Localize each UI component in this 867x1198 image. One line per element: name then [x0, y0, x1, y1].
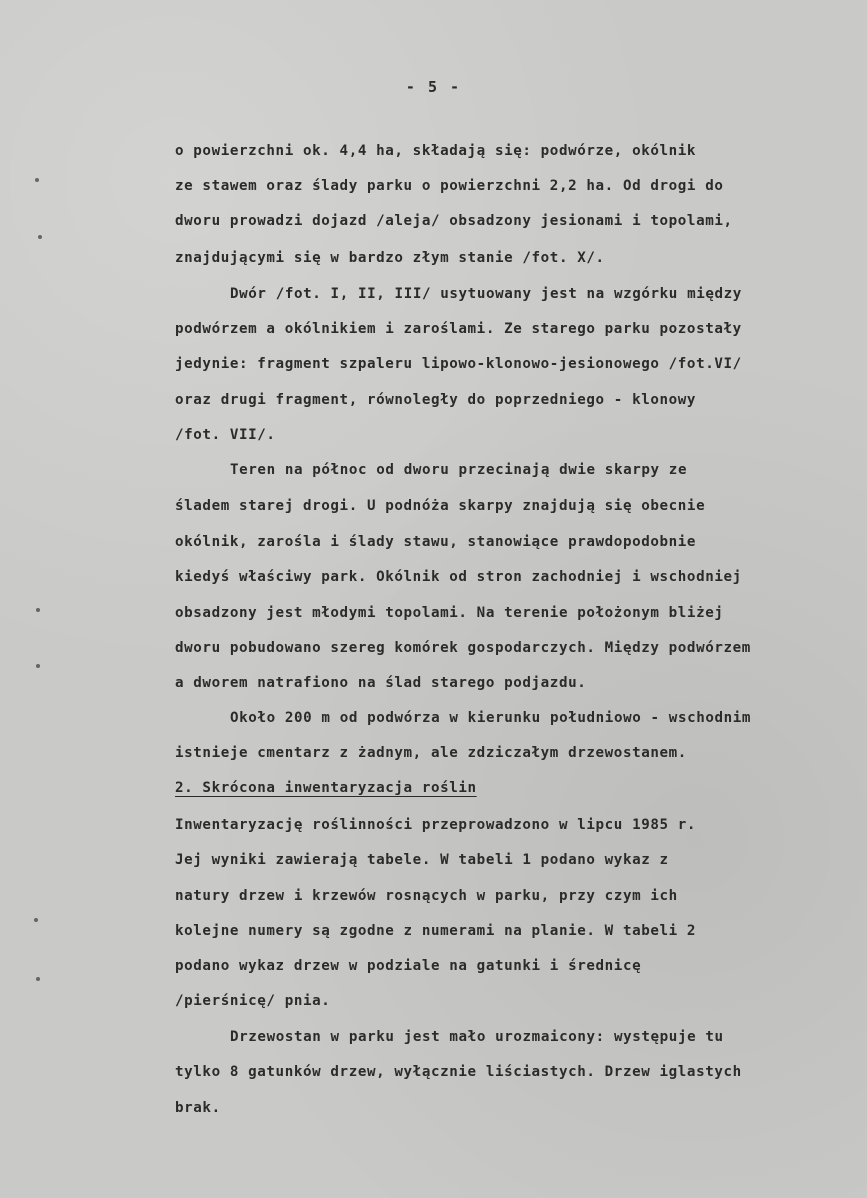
- text-line: Dwór /fot. I, II, III/ usytuowany jest na wzgórku między: [230, 286, 742, 302]
- text-line: kiedyś właściwy park. Okólnik od stron zachodniej i wschodniej: [175, 569, 742, 585]
- text-line: jedynie: fragment szpaleru lipowo-klonowo-jesionowego /fot.VI/: [175, 356, 742, 372]
- text-line: Inwentaryzację roślinności przeprowadzono w lipcu 1985 r.: [175, 817, 697, 833]
- text-line: Jej wyniki zawierają tabele. W tabeli 1 podano wykaz z: [175, 852, 669, 868]
- text-line: /pierśnicę/ pnia.: [175, 993, 331, 1009]
- text-line: a dworem natrafiono na ślad starego podjazdu.: [175, 675, 587, 691]
- text-line: istnieje cmentarz z żadnym, ale zdziczałym drzewostanem.: [175, 745, 687, 761]
- text-line: podwórzem a okólnikiem i zaroślami. Ze starego parku pozostały: [175, 321, 742, 337]
- scan-speck: [36, 664, 40, 668]
- text-line: podano wykaz drzew w podziale na gatunki i średnicę: [175, 958, 642, 974]
- page-number: - 5 -: [405, 78, 462, 96]
- text-line: oraz drugi fragment, równoległy do poprzedniego - klonowy: [175, 392, 697, 408]
- text-line: dworu prowadzi dojazd /aleja/ obsadzony jesionami i topolami,: [175, 213, 733, 229]
- text-line: ze stawem oraz ślady parku o powierzchni 2,2 ha. Od drogi do: [175, 178, 724, 194]
- text-line: brak.: [175, 1100, 221, 1116]
- text-line: okólnik, zarośla i ślady stawu, stanowiące prawdopodobnie: [175, 534, 697, 550]
- text-line: Drzewostan w parku jest mało urozmaicony: występuje tu: [230, 1029, 724, 1045]
- text-line: dworu pobudowano szereg komórek gospodarczych. Między podwórzem: [175, 640, 751, 656]
- text-line: obsadzony jest młodymi topolami. Na terenie położonym bliżej: [175, 605, 724, 621]
- scan-speck: [36, 608, 40, 612]
- scan-speck: [34, 918, 38, 922]
- section-heading: 2. Skrócona inwentaryzacja roślin: [175, 780, 477, 796]
- text-line: o powierzchni ok. 4,4 ha, składają się: podwórze, okólnik: [175, 143, 697, 159]
- text-line: śladem starej drogi. U podnóża skarpy znajdują się obecnie: [175, 498, 706, 514]
- scan-speck: [35, 178, 39, 182]
- text-line: Około 200 m od podwórza w kierunku południowo - wschodnim: [230, 710, 752, 726]
- text-line: kolejne numery są zgodne z numerami na planie. W tabeli 2: [175, 923, 697, 939]
- text-line: /fot. VII/.: [175, 427, 276, 443]
- scan-speck: [36, 977, 40, 981]
- text-line: tylko 8 gatunków drzew, wyłącznie liściastych. Drzew iglastych: [175, 1064, 742, 1080]
- text-line: natury drzew i krzewów rosnących w parku, przy czym ich: [175, 888, 678, 904]
- text-line: znajdującymi się w bardzo złym stanie /fot. X/.: [175, 250, 605, 266]
- scan-speck: [38, 235, 42, 239]
- text-line: Teren na północ od dworu przecinają dwie skarpy ze: [230, 462, 688, 478]
